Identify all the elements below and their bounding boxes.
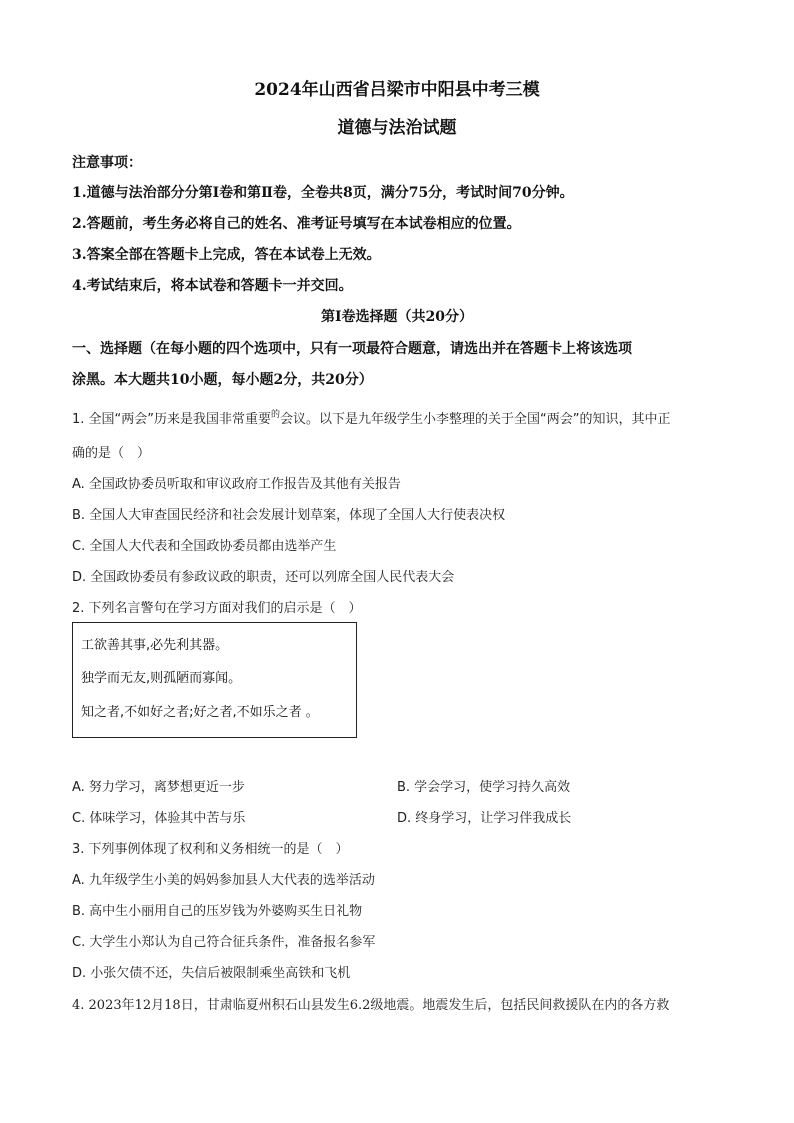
question-1-stem-cont: 确的是（ ） — [72, 446, 151, 461]
question-2-option-d: D. 终身学习，让学习伴我成长 — [397, 811, 572, 826]
section-instruction: 一、选择题（在每小题的四个选项中，只有一项最符合题意，请选出并在答题卡上将该选项 — [72, 341, 632, 357]
notice-heading: 注意事项： — [72, 155, 142, 171]
notice-item: 2.答题前，考生务必将自己的姓名、准考证号填写在本试卷相应的位置。 — [72, 216, 521, 232]
quote-box — [72, 622, 357, 738]
quote-line: 知之者,不如好之者;好之者,不如乐之者 。 — [81, 705, 319, 720]
section-title: 第Ⅰ卷选择题（共20分） — [320, 309, 474, 325]
question-2-option-b: B. 学会学习，使学习持久高效 — [397, 780, 571, 795]
notice-item: 3.答案全部在答题卡上完成，答在本试卷上无效。 — [72, 247, 381, 263]
question-3-option-d: D. 小张欠债不还，失信后被限制乘坐高铁和飞机 — [72, 966, 351, 981]
quote-line: 独学而无友,则孤陋而寡闻。 — [81, 671, 242, 686]
question-3-option-a: A. 九年级学生小美的妈妈参加县人大代表的选举活动 — [72, 873, 375, 888]
question-3-stem: 3. 下列事例体现了权利和义务相统一的是（ ） — [72, 842, 349, 857]
exam-title: 2024年山西省吕梁市中阳县中考三模 — [254, 80, 540, 100]
question-2-option-c: C. 体味学习，体验其中苦与乐 — [72, 811, 246, 826]
question-3-option-c: C. 大学生小郑认为自己符合征兵条件，准备报名参军 — [72, 935, 376, 950]
question-2-stem: 2. 下列名言警句在学习方面对我们的启示是（ ） — [72, 601, 362, 616]
question-4-stem: 4. 2023年12月18日，甘肃临夏州积石山县发生6.2级地震。地震发生后，包括民间救援队在内的各方救 — [72, 998, 670, 1013]
question-3-option-b: B. 高中生小丽用自己的压岁钱为外婆购买生日礼物 — [72, 904, 363, 919]
question-1-stem — [72, 408, 671, 427]
question-1-option-c: C. 全国人大代表和全国政协委员都由选举产生 — [72, 539, 337, 554]
question-1-stem-superscript: 的 — [271, 410, 281, 420]
question-1-option-b: B. 全国人大审查国民经济和社会发展计划草案，体现了全国人大行使表决权 — [72, 508, 506, 523]
exam-subtitle: 道德与法治试题 — [337, 118, 457, 138]
question-1-option-a: A. 全国政协委员听取和审议政府工作报告及其他有关报告 — [72, 477, 401, 492]
question-1-stem-part: 1. 全国“两会”历来是我国非常重要 — [72, 412, 272, 427]
notice-item: 4.考试结束后，将本试卷和答题卡一并交回。 — [72, 278, 353, 294]
question-1-option-d: D. 全国政协委员有参政议政的职责，还可以列席全国人民代表大会 — [72, 570, 455, 585]
section-instruction-cont: 涂黑。本大题共10小题，每小题2分，共20分） — [72, 372, 373, 388]
question-1-stem-part: 会议。以下是九年级学生小李整理的关于全国“两会”的知识，其中正 — [280, 412, 671, 427]
quote-line: 工欲善其事,必先利其器。 — [81, 638, 229, 653]
question-2-option-a: A. 努力学习，离梦想更近一步 — [72, 780, 245, 795]
notice-item: 1.道德与法治部分分第Ⅰ卷和第Ⅱ卷，全卷共8页，满分75分，考试时间70分钟。 — [72, 185, 574, 201]
